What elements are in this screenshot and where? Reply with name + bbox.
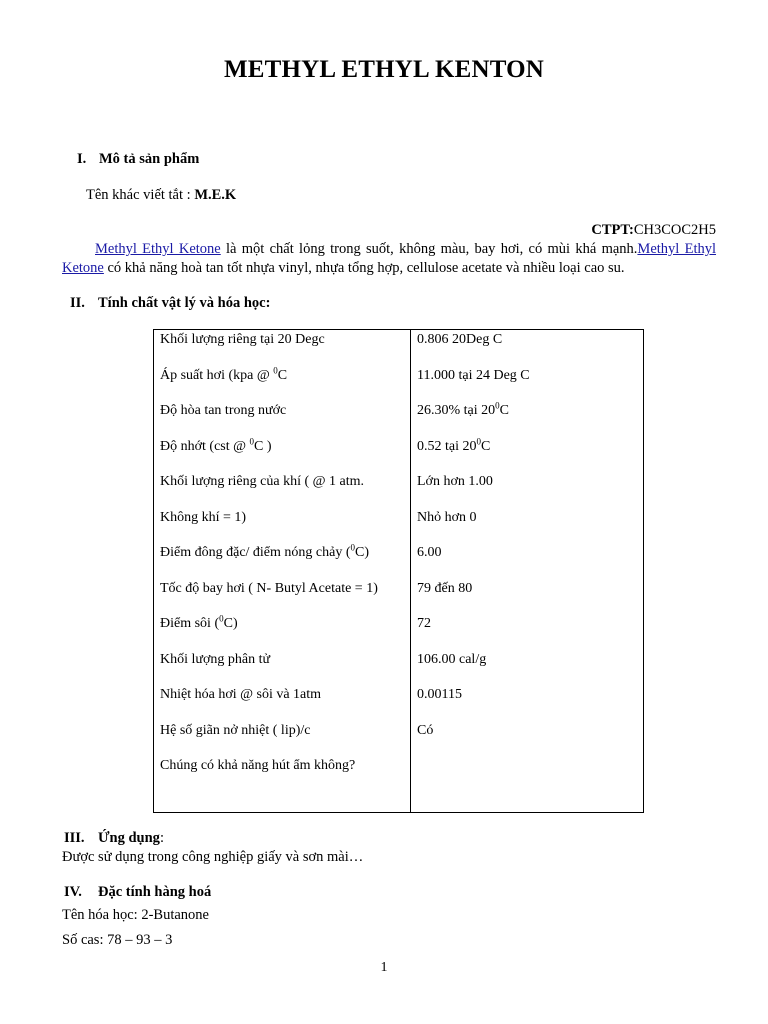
property-name-row <box>154 330 410 366</box>
property-value-text: 26.30% tại 20 <box>417 403 496 418</box>
section-2-title: Tính chất vật lý và hóa học: <box>98 295 271 311</box>
degree-superscript: 0 <box>273 364 278 375</box>
degree-superscript: 0 <box>476 435 481 446</box>
property-value-text: 106.00 cal/g <box>417 651 487 667</box>
property-name-row <box>154 614 410 650</box>
property-value-row <box>411 508 643 544</box>
property-value-text: 0.806 20Deg C <box>417 332 503 347</box>
property-value-text: 0.52 tại 20 <box>417 438 477 454</box>
properties-table <box>153 329 644 813</box>
property-value-row <box>411 366 643 402</box>
mek-link-1[interactable]: Methyl Ethyl Ketone <box>95 241 221 257</box>
property-name-row <box>154 650 410 686</box>
property-name-text: Điểm sôi ( <box>160 616 220 631</box>
property-name-text: Độ hòa tan trong nước <box>160 403 287 418</box>
property-name-row <box>154 685 410 721</box>
mek-link-2[interactable]: Methyl Ethyl Ketone <box>62 241 717 276</box>
property-value-row <box>411 614 643 650</box>
property-value-row <box>411 721 643 757</box>
property-value-row <box>411 650 643 686</box>
property-name-unit: C) <box>223 616 238 631</box>
property-value-row <box>411 685 643 721</box>
property-name-unit: C) <box>355 545 370 560</box>
property-value-text: Có <box>417 722 434 738</box>
property-name-row <box>154 721 410 757</box>
property-value-text: 11.000 tại 24 Deg C <box>417 367 530 383</box>
section-3-heading <box>64 830 164 847</box>
property-name-row <box>154 756 410 792</box>
property-name-text: Điểm đông đặc/ điểm nóng chảy ( <box>160 545 351 560</box>
degree-superscript: 0 <box>249 435 255 446</box>
formula-line <box>591 222 716 239</box>
property-value-unit: C <box>499 403 509 418</box>
property-value-text: 72 <box>417 616 431 631</box>
property-value-unit: C <box>481 438 491 454</box>
property-value-text: Nhỏ hơn 0 <box>417 509 477 525</box>
property-name-text: Chúng có khả năng hút ẩm không? <box>160 758 356 773</box>
property-name-row <box>154 366 410 402</box>
section-1-heading <box>77 151 199 168</box>
section-2-number: II. <box>70 295 85 311</box>
property-values-column <box>411 330 644 813</box>
property-name-text: Khối lượng phân tử <box>160 651 271 667</box>
property-name-text: Hệ số giãn nở nhiệt ( lip)/c <box>160 722 311 738</box>
property-name-row <box>154 437 410 473</box>
property-name-row <box>154 401 410 437</box>
section-3-number: III. <box>64 830 85 846</box>
abbreviation-label: Tên khác viết tắt : <box>86 187 195 203</box>
property-value-text: 79 đến 80 <box>417 580 473 596</box>
cas-number: Số cas: 78 – 93 – 3 <box>62 932 173 948</box>
abbreviation-line <box>86 187 236 204</box>
section-4-title: Đặc tính hàng hoá <box>98 884 212 900</box>
property-name-unit: C <box>277 367 288 383</box>
formula-label: CTPT: <box>591 222 634 238</box>
property-value-text: 6.00 <box>417 545 442 560</box>
property-value-row <box>411 579 643 615</box>
abbreviation-value: M.E.K <box>194 187 237 203</box>
property-name-text: Khối lượng riêng của khí ( @ 1 atm. <box>160 474 365 489</box>
property-value-row <box>411 330 643 366</box>
page-number: 1 <box>380 960 388 975</box>
description-paragraph <box>62 240 716 278</box>
property-value-row <box>411 401 643 437</box>
section-2-heading <box>70 295 270 312</box>
application-text: Được sử dụng trong công nghiệp giấy và sơn mài… <box>62 849 364 865</box>
property-names-column <box>154 330 411 813</box>
property-name-text: Tốc độ bay hơi ( N- Butyl Acetate = 1) <box>160 580 378 596</box>
section-3-colon: : <box>159 830 164 846</box>
property-name-unit: C ) <box>254 438 272 454</box>
property-name-row <box>154 579 410 615</box>
property-name-text: Không khí = 1) <box>160 509 247 525</box>
property-value-row <box>411 472 643 508</box>
property-value-text: 0.00115 <box>417 687 462 702</box>
formula-value: CH3COC2H5 <box>633 222 716 238</box>
chemical-name: Tên hóa học: 2-Butanone <box>62 907 209 923</box>
description-text-2: có khả năng hoà tan tốt nhựa vinyl, nhựa tổng hợp, cellulose acetate và nhiều loại cao su. <box>103 260 625 276</box>
property-name-text: Khối lượng riêng tại 20 Degc <box>160 332 325 347</box>
description-text-1: là một chất lỏng trong suốt, không màu, bay hơi, có mùi khá mạnh. <box>220 241 638 257</box>
degree-superscript: 0 <box>350 542 356 553</box>
section-4-number: IV. <box>64 884 82 900</box>
section-1-title: Mô tả sản phẩm <box>99 151 200 167</box>
property-name-row <box>154 508 410 544</box>
document-title: METHYL ETHYL KENTON <box>223 56 545 83</box>
property-name-row <box>154 543 410 579</box>
property-name-text: Độ nhớt (cst @ <box>160 438 250 454</box>
property-value-text: Lớn hơn 1.00 <box>417 474 493 489</box>
property-value-row <box>411 543 643 579</box>
property-value-row <box>411 437 643 473</box>
degree-superscript: 0 <box>495 400 500 411</box>
degree-superscript: 0 <box>219 613 224 624</box>
property-name-text: Nhiệt hóa hơi @ sôi và 1atm <box>160 687 322 702</box>
section-1-number: I. <box>77 151 87 167</box>
section-3-title: Ứng dụng <box>98 830 160 846</box>
property-name-text: Áp suất hơi (kpa @ <box>160 367 274 383</box>
section-4-heading <box>64 884 211 901</box>
property-name-row <box>154 472 410 508</box>
